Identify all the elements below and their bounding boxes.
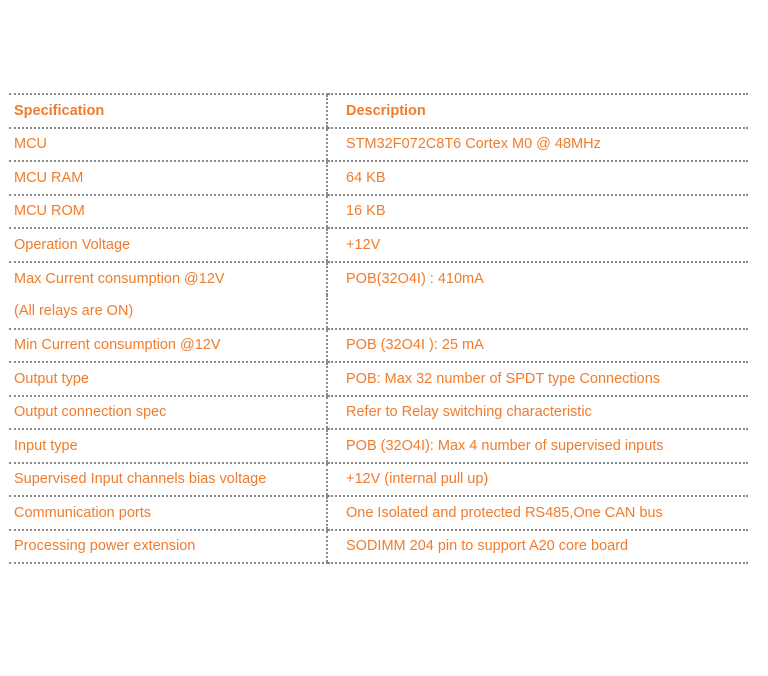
- table-row: [9, 195, 748, 229]
- spec-cell: MCU ROM: [9, 195, 327, 229]
- table-row: [9, 228, 748, 262]
- table-row: [9, 463, 748, 497]
- spec-cell: MCU RAM: [9, 161, 327, 195]
- desc-cell: POB (32O4I ): 25 mA: [327, 329, 748, 363]
- spec-cell: (All relays are ON): [9, 295, 327, 329]
- desc-cell: POB(32O4I) : 410mA: [327, 262, 748, 296]
- spec-cell: MCU: [9, 128, 327, 162]
- spec-cell: Min Current consumption @12V: [9, 329, 327, 363]
- desc-cell: POB: Max 32 number of SPDT type Connections: [327, 362, 748, 396]
- table-row: [9, 329, 748, 363]
- spec-cell: Communication ports: [9, 496, 327, 530]
- header-specification: Specification: [9, 94, 327, 128]
- spec-cell: Max Current consumption @12V: [9, 262, 327, 296]
- desc-cell: +12V: [327, 228, 748, 262]
- table-header-row: [9, 94, 748, 128]
- table-row: [9, 161, 748, 195]
- specification-table: [9, 93, 748, 564]
- table-row: [9, 396, 748, 430]
- desc-cell: Refer to Relay switching characteristic: [327, 396, 748, 430]
- spec-cell: Processing power extension: [9, 530, 327, 564]
- table-row: [9, 262, 748, 296]
- desc-cell: 16 KB: [327, 195, 748, 229]
- desc-cell: [327, 295, 748, 329]
- desc-cell: SODIMM 204 pin to support A20 core board: [327, 530, 748, 564]
- table-row: [9, 496, 748, 530]
- table-row: [9, 429, 748, 463]
- desc-cell: STM32F072C8T6 Cortex M0 @ 48MHz: [327, 128, 748, 162]
- header-description: Description: [327, 94, 748, 128]
- desc-cell: POB (32O4I): Max 4 number of supervised inputs: [327, 429, 748, 463]
- desc-cell: 64 KB: [327, 161, 748, 195]
- desc-cell: +12V (internal pull up): [327, 463, 748, 497]
- spec-cell: Input type: [9, 429, 327, 463]
- table-row: [9, 128, 748, 162]
- spec-cell: Operation Voltage: [9, 228, 327, 262]
- table-row: [9, 295, 748, 329]
- desc-cell: One Isolated and protected RS485,One CAN bus: [327, 496, 748, 530]
- spec-cell: Output type: [9, 362, 327, 396]
- spec-cell: Output connection spec: [9, 396, 327, 430]
- table-row: [9, 530, 748, 564]
- table-row: [9, 362, 748, 396]
- spec-cell: Supervised Input channels bias voltage: [9, 463, 327, 497]
